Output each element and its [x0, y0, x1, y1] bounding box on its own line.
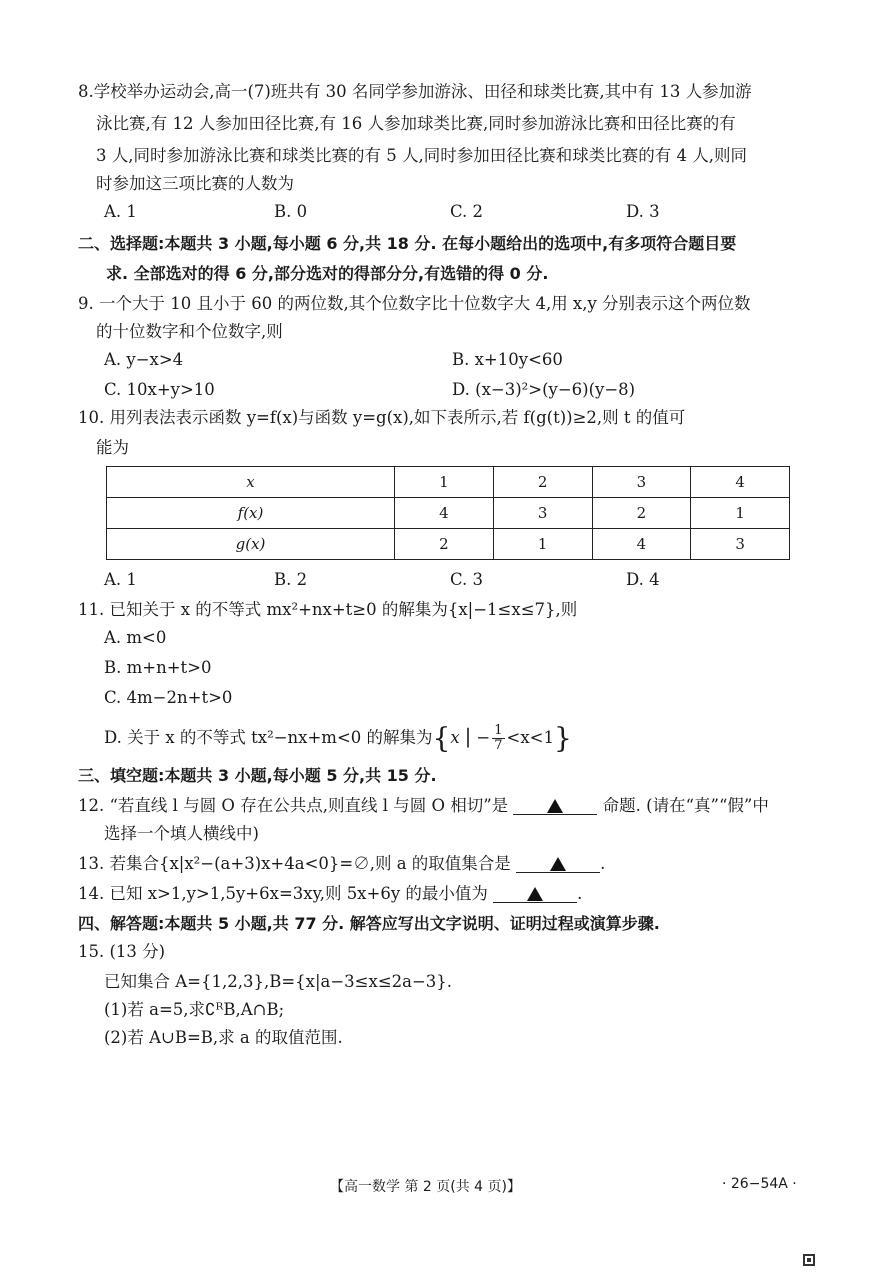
- q13-text-pre: 13. 若集合{x|x²−(a+3)x+4a<0}=∅,则 a 的取值集合是: [78, 854, 511, 873]
- q12-text-pre: 12. “若直线 l 与圆 O 存在公共点,则直线 l 与圆 O 相切”是: [78, 796, 509, 815]
- q13-text-post: .: [600, 854, 606, 873]
- table-cell: 4: [691, 467, 790, 498]
- q9-option-b: B. x+10y<60: [452, 350, 563, 369]
- left-brace-icon: {: [432, 721, 451, 755]
- function-table: [106, 466, 790, 560]
- triangle-icon: [527, 887, 543, 901]
- table-cell: x: [107, 467, 395, 498]
- q8-option-c: C. 2: [450, 202, 484, 221]
- q11-option-d-text: D. 关于 x 的不等式 tx²−nx+m<0 的解集为: [104, 728, 433, 747]
- q8-option-a: A. 1: [104, 202, 137, 221]
- q15-line-2: (1)若 a=5,求∁ᴿB,A∩B;: [104, 1000, 285, 1019]
- q8-option-b: B. 0: [274, 202, 308, 221]
- q11-option-d: [104, 721, 572, 755]
- q9-line-2: 的十位数字和个位数字,则: [96, 322, 283, 341]
- page-footer: 【高一数学 第 2 页(共 4 页)】: [330, 1179, 521, 1195]
- q11-set-right: <x<1: [506, 728, 554, 747]
- table-row: [107, 498, 790, 529]
- table-cell: f(x): [107, 498, 395, 529]
- section-2-heading-cont: 求. 全部选对的得 6 分,部分选对的得部分分,有选错的得 0 分.: [106, 264, 549, 283]
- right-brace-icon: }: [554, 721, 572, 755]
- table-cell: 1: [395, 467, 494, 498]
- q11-minus: −: [476, 728, 491, 747]
- table-cell: 1: [493, 529, 592, 560]
- table-row: [107, 529, 790, 560]
- q8-line-4: 时参加这三项比赛的人数为: [96, 174, 294, 193]
- q10-line-1: 10. 用列表法表示函数 y=f(x)与函数 y=g(x),如下表所示,若 f(g(t))≥2,则 t 的值可: [78, 408, 686, 427]
- q8-option-d: D. 3: [626, 202, 660, 221]
- paper-code: · 26−54A ·: [722, 1176, 797, 1192]
- fraction-denominator: 7: [494, 738, 503, 753]
- q12-text-post: 命题. (请在“真”“假”中: [602, 796, 769, 815]
- table-cell: 2: [493, 467, 592, 498]
- table-cell: 1: [691, 498, 790, 529]
- q8-line-3: 3 人,同时参加游泳比赛和球类比赛的有 5 人,同时参加田径比赛和球类比赛的有 4 人,则同: [96, 146, 747, 165]
- q15-line-3: (2)若 A∪B=B,求 a 的取值范围.: [104, 1028, 343, 1047]
- set-divider-icon: |: [464, 724, 472, 748]
- triangle-icon: [547, 799, 563, 813]
- table-cell: g(x): [107, 529, 395, 560]
- q11-option-c: C. 4m−2n+t>0: [104, 688, 233, 707]
- q12-line-2: 选择一个填人横线中): [104, 824, 259, 843]
- q9-line-1: 9. 一个大于 10 且小于 60 的两位数,其个位数字比十位数字大 4,用 x,y 分别表示这个两位数: [78, 294, 751, 313]
- answer-blank[interactable]: [513, 794, 597, 815]
- q9-option-c: C. 10x+y>10: [104, 380, 215, 399]
- q9-option-a: A. y−x>4: [104, 350, 184, 369]
- q11-set-var: x: [450, 728, 460, 747]
- q15-title: 15. (13 分): [78, 942, 166, 961]
- fraction-numerator: 1: [494, 723, 503, 738]
- table-cell: 4: [395, 498, 494, 529]
- q10-option-d: D. 4: [626, 570, 660, 589]
- q8-line-1: 8.学校举办运动会,高一(7)班共有 30 名同学参加游泳、田径和球类比赛,其中有 13 人参加游: [78, 82, 752, 101]
- table-cell: 4: [592, 529, 691, 560]
- table-cell: 2: [395, 529, 494, 560]
- q10-option-b: B. 2: [274, 570, 308, 589]
- table-row: [107, 467, 790, 498]
- triangle-icon: [550, 857, 566, 871]
- q9-option-d: D. (x−3)²>(y−6)(y−8): [452, 380, 636, 399]
- section-2-heading: 二、选择题:本题共 3 小题,每小题 6 分,共 18 分. 在每小题给出的选项中,有多项符合题目要: [78, 234, 737, 253]
- q11-line-1: 11. 已知关于 x 的不等式 mx²+nx+t≥0 的解集为{x|−1≤x≤7},则: [78, 600, 578, 619]
- q11-option-a: A. m<0: [104, 628, 167, 647]
- q13-line: [78, 852, 605, 876]
- table-cell: 3: [592, 467, 691, 498]
- qr-code-icon: [803, 1254, 815, 1266]
- section-3-heading: 三、填空题:本题共 3 小题,每小题 5 分,共 15 分.: [78, 766, 437, 785]
- q10-line-2: 能为: [96, 438, 129, 457]
- answer-blank[interactable]: [516, 852, 600, 873]
- q10-option-c: C. 3: [450, 570, 484, 589]
- q12-line-1: [78, 794, 769, 818]
- q14-text-pre: 14. 已知 x>1,y>1,5y+6x=3xy,则 5x+6y 的最小值为: [78, 884, 488, 903]
- q11-option-b: B. m+n+t>0: [104, 658, 212, 677]
- q14-text-post: .: [577, 884, 583, 903]
- section-4-heading: 四、解答题:本题共 5 小题,共 77 分. 解答应写出文字说明、证明过程或演算步骤.: [78, 914, 660, 933]
- fraction: [492, 724, 504, 753]
- table-cell: 3: [691, 529, 790, 560]
- table-cell: 3: [493, 498, 592, 529]
- answer-blank[interactable]: [493, 882, 577, 903]
- q14-line: [78, 882, 582, 906]
- q15-line-1: 已知集合 A={1,2,3},B={x|a−3≤x≤2a−3}.: [104, 972, 453, 991]
- q10-option-a: A. 1: [104, 570, 137, 589]
- q8-line-2: 泳比赛,有 12 人参加田径比赛,有 16 人参加球类比赛,同时参加游泳比赛和田径比赛的有: [96, 114, 736, 133]
- table-cell: 2: [592, 498, 691, 529]
